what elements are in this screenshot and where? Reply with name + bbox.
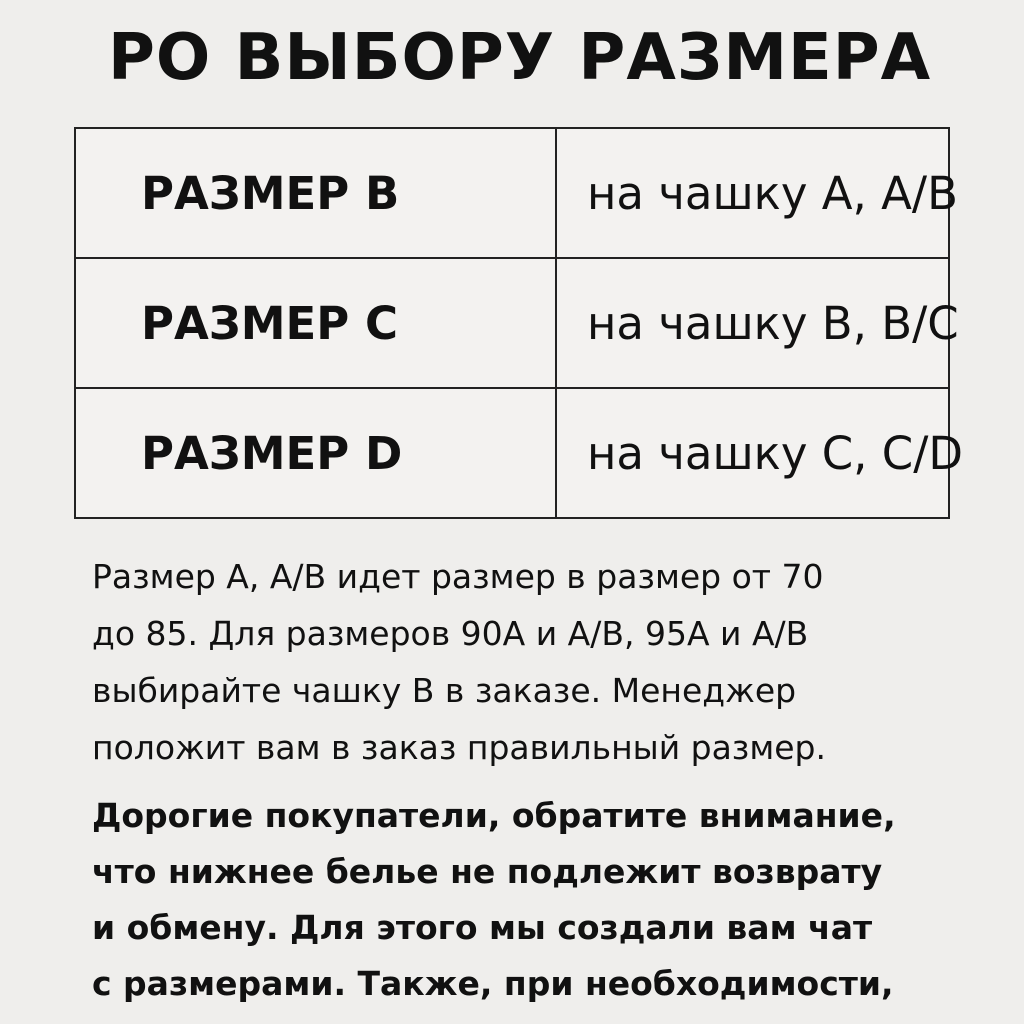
- cup-cell: на чашку С, С/D: [556, 388, 949, 518]
- size-cell: РАЗМЕР D: [75, 388, 556, 518]
- table-row: [75, 128, 949, 258]
- cup-cell: на чашку В, В/С: [556, 258, 949, 388]
- size-note-paragraph: [92, 548, 932, 776]
- cup-cell: на чашку А, А/В: [556, 128, 949, 258]
- notice-line: и обмену. Для этого мы создали вам чат: [92, 908, 873, 947]
- note-line: до 85. Для размеров 90А и А/В, 95А и А/В: [92, 614, 809, 653]
- notice-line: Дорогие покупатели, обратите внимание,: [92, 796, 896, 835]
- table-row: [75, 388, 949, 518]
- notice-line: с размерами. Также, при необходимости,: [92, 964, 894, 1003]
- note-line: положит вам в заказ правильный размер.: [92, 728, 826, 767]
- return-notice-paragraph: [92, 788, 942, 1012]
- table-row: [75, 258, 949, 388]
- notice-line: что нижнее белье не подлежит возврату: [92, 852, 883, 891]
- note-line: Размер А, А/В идет размер в размер от 70: [92, 557, 824, 596]
- size-cell: РАЗМЕР C: [75, 258, 556, 388]
- size-cell: РАЗМЕР B: [75, 128, 556, 258]
- note-line: выбирайте чашку В в заказе. Менеджер: [92, 671, 797, 710]
- page-title: РО ВЫБОРУ РАЗМЕРА: [108, 21, 932, 95]
- size-table: [74, 127, 964, 519]
